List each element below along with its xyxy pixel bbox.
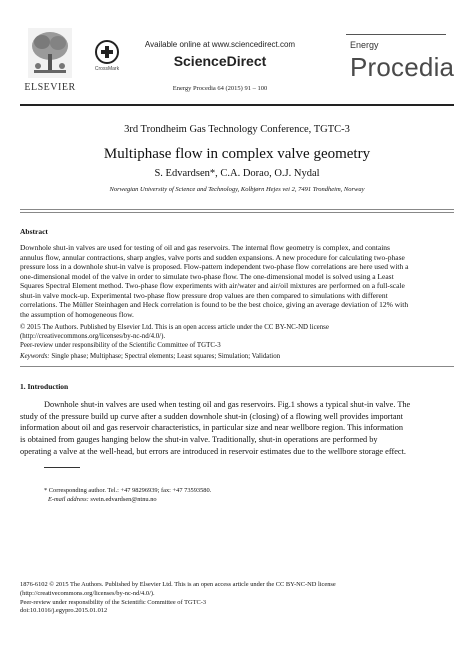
intro-line: information about oil and gas reservoir characteristics, in particular size and near wellbore region. This information (20, 423, 403, 433)
doi[interactable]: doi:10.1016/j.egypro.2015.01.012 (20, 607, 108, 615)
email-label: E-mail address: (48, 495, 89, 503)
section-heading: 1. Introduction (20, 382, 69, 391)
abstract-line: Squares Spectral Element method. Two-phase flow experiments with air/water and air/oil mixtures are performed on a full-scale (20, 281, 405, 291)
journal-logo-big: Procedia (350, 52, 455, 82)
journal-logo (346, 34, 455, 94)
abstract-line: the assumption of homogeneous flow. (20, 309, 134, 319)
copyright-line: 1876-6102 © 2015 The Authors. Published by Elsevier Ltd. This is an open access article under the CC BY-NC-ND license (20, 581, 336, 588)
abstract-body (20, 243, 454, 319)
author-list: S. Edvardsen*, C.A. Dorao, O.J. Nydal (154, 168, 320, 179)
introduction-body (20, 399, 454, 458)
license-line: © 2015 The Authors. Published by Elsevier Ltd. This is an open access article under the CC BY-NC-ND license (20, 324, 329, 331)
abstract-line: shut-in valve mock-up. Experimental two-phase flow pressure drop values are then compared to simulations with different (20, 290, 388, 300)
abstract-line: Downhole shut-in valves are used for testing of oil and gas reservoirs. The internal flow geometry is complex, and contains (20, 243, 390, 252)
abstract-line: annulus flow, annular contractions, sharp angles, valve ports and sudden expansions. A new procedure for calculating two-phase (20, 252, 405, 262)
license-notice (20, 324, 454, 351)
copyright-link[interactable]: (http://creativecommons.org/licenses/by-nc-nd/4.0/). (20, 589, 155, 597)
intro-line: study of the pressure build up curve after a sudden downhole shut-in (closing) of a flowing well provides important (20, 411, 403, 421)
elsevier-logo (20, 26, 80, 96)
crossmark-label: CrossMark (94, 66, 120, 72)
conference-name: 3rd Trondheim Gas Technology Conference, TGTC-3 (124, 124, 350, 135)
publisher-name: ELSEVIER (24, 82, 76, 93)
license-link[interactable]: (http://creativecommons.org/licenses/by-nc-nd/4.0/). (20, 332, 166, 340)
divider (20, 209, 454, 210)
email-line (44, 496, 444, 505)
footnote (44, 487, 444, 504)
crossmark-badge[interactable] (94, 40, 120, 76)
license-line: Peer-review under responsibility of the Scientific Committee of TGTC-3 (20, 341, 221, 349)
corresponding-author: * Corresponding author. Tel.: +47 98296939; fax: +47 73593580. (44, 487, 212, 494)
intro-line: Downhole shut-in valves are used when testing oil and gas reservoirs. Fig.1 shows a typical shut-in valve. The (44, 400, 411, 409)
tree-icon (28, 28, 72, 78)
copyright-footer (20, 581, 454, 616)
abstract-line: one-dimensional model of the valve in order to simulate two-phase flow. The one-dimensional model is solved using a Least (20, 271, 394, 281)
journal-logo-small: Energy (350, 40, 379, 50)
footnote-divider (44, 467, 80, 468)
journal-logo-rule (346, 34, 446, 35)
abstract-line: correlations. The Müller Steinhagen and Heck correlation is found to be the best choice, giving an average deviation of 12% with (20, 300, 409, 310)
available-online: Available online at www.sciencedirect.com (144, 40, 296, 49)
abstract-heading: Abstract (20, 227, 48, 236)
keywords-label: Keywords: (20, 353, 50, 360)
affiliation: Norwegian University of Science and Technology, Kolbjørn Hejes vei 2, 7491 Trondheim, Norway (109, 186, 365, 193)
keywords-list: Single phase; Multiphase; Spectral elements; Least squares; Simulation; Validation (49, 353, 281, 360)
paper-title: Multiphase flow in complex valve geometry (103, 146, 371, 162)
copyright-line: Peer-review under responsibility of the Scientific Committee of TGTC-3 (20, 598, 207, 606)
divider (20, 366, 454, 367)
sciencedirect-logo[interactable]: ScienceDirect (173, 53, 267, 69)
intro-line: operating a valve at the well-head, but errors are introduced in reservoir estimates due to the wellbore storage effect. (20, 446, 406, 456)
intro-line: is obtained from gauges hanging below the shut-in valve. Traditionally, shut-in operations are performed by (20, 435, 378, 445)
email-address[interactable]: svein.edvardsen@ntnu.no (88, 495, 157, 503)
journal-reference: Energy Procedia 64 (2015) 91 – 100 (172, 85, 268, 92)
abstract-line: pressure loss in a downhole shut-in valve is proposed. Flow-pattern independent two-phase flow correlations are here used with a (20, 262, 409, 272)
header-divider (20, 104, 454, 106)
divider (20, 212, 454, 213)
crossmark-icon (95, 40, 119, 64)
keywords (20, 353, 454, 360)
